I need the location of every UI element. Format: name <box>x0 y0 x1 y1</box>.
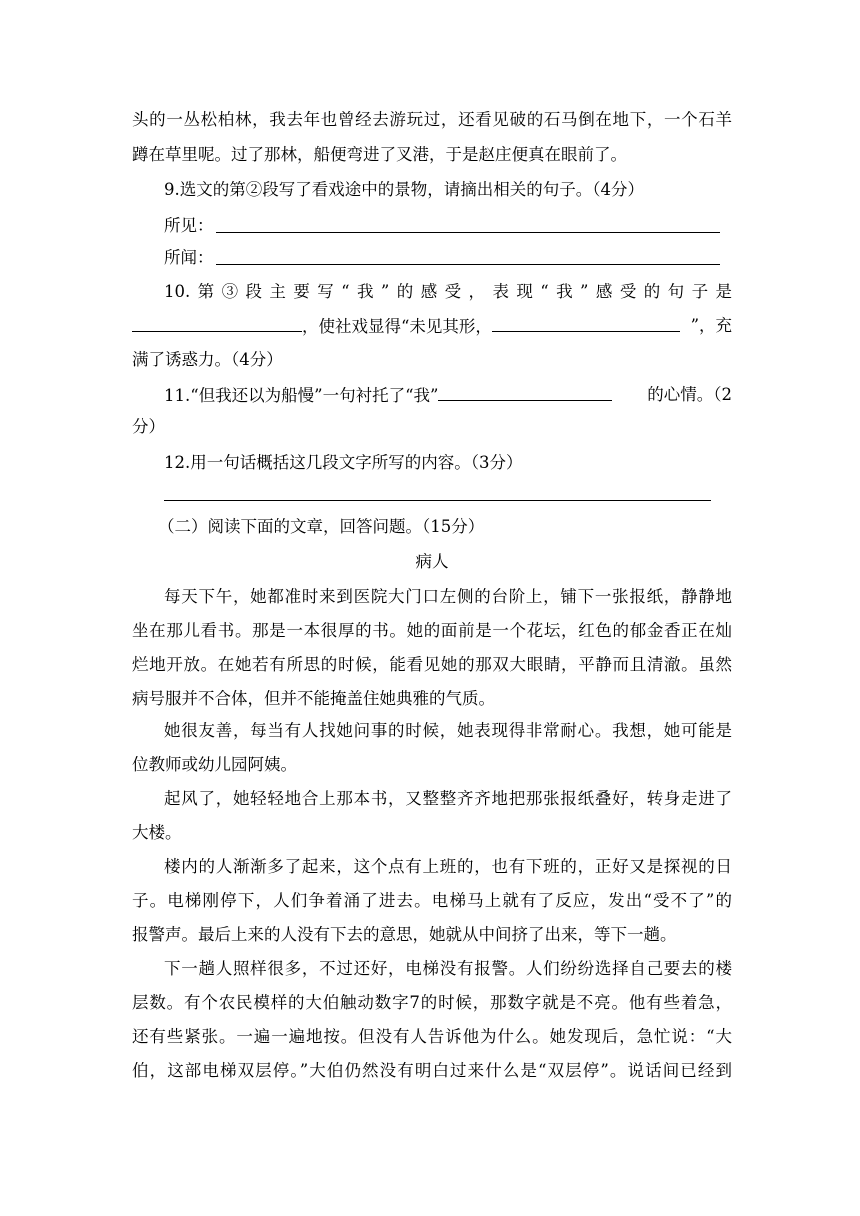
q9-heard-label: 所闻： <box>164 248 214 267</box>
question-11 <box>164 383 732 407</box>
question-10: 10.第③段主要写“我”的感受，表现“我”感受的句子是 <box>164 282 732 301</box>
question-9: 9.选文的第②段写了看戏途中的景物，请摘出相关的句子。（4分） <box>164 180 644 199</box>
story-line: 报警声。最后上来的人没有下去的意思，她就从中间挤了出来，等下一趟。 <box>132 925 677 944</box>
story-line: 起风了，她轻轻地合上那本书，又整整齐齐地把那张报纸叠好，转身走进了 <box>164 789 732 808</box>
story-line: 大楼。 <box>132 823 182 842</box>
question-12: 12.用一句话概括这几段文字所写的内容。（3分） <box>164 453 523 472</box>
q9-seen-answer-blank[interactable] <box>216 232 720 233</box>
q11-line2: 分） <box>132 417 165 436</box>
story-line: 位教师或幼儿园阿姨。 <box>132 755 297 774</box>
story-line: 每天下午，她都准时来到医院大门口左侧的台阶上，铺下一张报纸，静静地 <box>164 587 732 606</box>
q10-blank-2[interactable] <box>492 314 680 332</box>
q11-start: 11.“但我还以为船慢”一句衬托了“我” <box>164 386 439 405</box>
section-heading: （二）阅读下面的文章，回答问题。（15分） <box>158 517 485 536</box>
story-line: 子。电梯刚停下，人们争着涌了进去。电梯马上就有了反应，发出“受不了”的 <box>132 891 732 910</box>
story-line: 楼内的人渐渐多了起来，这个点有上班的，也有下班的，正好又是探视的日 <box>164 857 732 876</box>
story-line: 病号服并不合体，但并不能掩盖住她典雅的气质。 <box>132 689 495 708</box>
q10-blank-1[interactable] <box>132 314 302 332</box>
q9-seen-label: 所见： <box>164 216 214 235</box>
story-line: 烂地开放。在她若有所思的时候，能看见她的那双大眼睛，平静而且清澈。虽然 <box>132 655 732 674</box>
story-line: 层数。有个农民模样的大伯触动数字7的时候，那数字就是不亮。他有些着急， <box>132 993 732 1012</box>
q9-seen-row <box>164 214 732 238</box>
passage-line: 头的一丛松柏林，我去年也曾经去游玩过，还看见破的石马倒在地下，一个石羊 <box>132 110 732 129</box>
q10-line2-mid: ，使社戏显得“未见其形， <box>302 317 492 336</box>
story-line: 坐在那儿看书。那是一本很厚的书。她的面前是一个花坛，红色的郁金香正在灿 <box>132 621 732 640</box>
q10-line2-end: ”，充 <box>690 316 732 335</box>
story-title: 病人 <box>415 552 449 571</box>
story-line: 伯，这部电梯双层停。”大伯仍然没有明白过来什么是“双层停”。说话间已经到 <box>132 1061 732 1080</box>
q10-line3: 满了诱惑力。（4分） <box>132 350 283 369</box>
q12-answer-blank[interactable] <box>164 500 711 501</box>
q11-blank[interactable] <box>438 383 612 401</box>
q11-end: 的心情。（2 <box>647 385 732 404</box>
q9-heard-row <box>164 246 732 270</box>
story-line: 还有些紧张。一遍一遍地按。但没有人告诉他为什么。她发现后，急忙说：“大 <box>132 1027 732 1046</box>
story-line: 她很友善，每当有人找她问事的时候，她表现得非常耐心。我想，她可能是 <box>164 721 732 740</box>
story-line: 下一趟人照样很多，不过还好，电梯没有报警。人们纷纷选择自己要去的楼 <box>164 959 732 978</box>
q9-heard-answer-blank[interactable] <box>216 264 720 265</box>
q10-line2 <box>132 314 732 338</box>
passage-line: 蹲在草里呢。过了那林，船便弯进了叉港，于是赵庄便真在眼前了。 <box>132 145 627 164</box>
